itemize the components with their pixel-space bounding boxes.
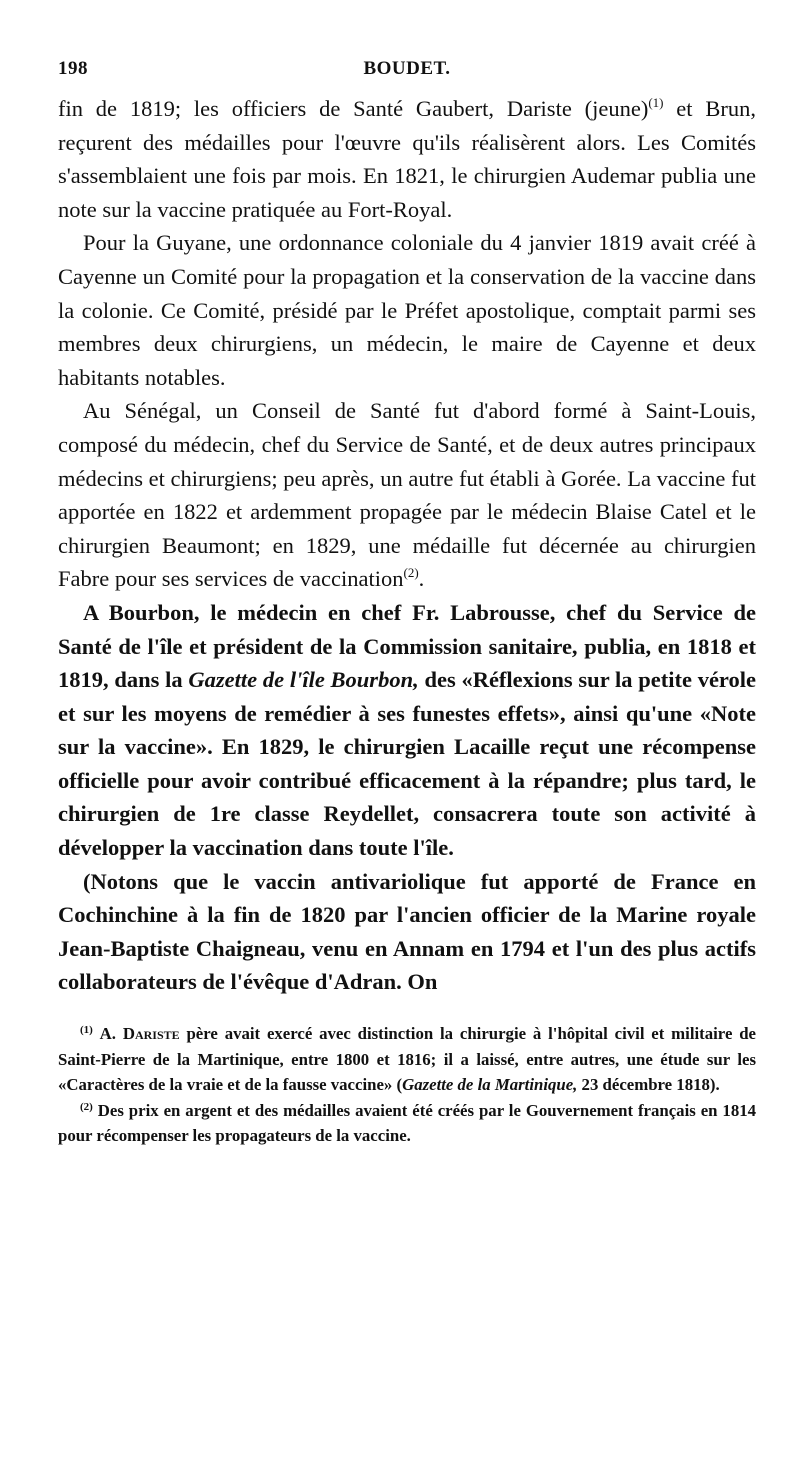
footnote-text: 23 décembre 1818). [577, 1075, 720, 1095]
footnote-text: père avait exercé avec distinction la chirurgie à l'hôpital civil et militaire de Saint-Pierre de la Martinique, entre 1800 et 1816; il a laissé, entre autres, une étude sur les «Caractères de la vraie et de la fausse vaccine» ( [58, 1024, 757, 1095]
page-number: 198 [58, 58, 88, 79]
paragraph-text: (Notons que le vaccin antivariolique fut apporté de France en Cochinchine à la fin de 1820 par l'ancien officier de la Marine royale Jean-Baptiste Chaigneau, venu en Annam en 1794 et l'un des plus actifs collaborateurs de l'évêque d'Adran. On [58, 868, 756, 995]
paragraph-bourbon [58, 596, 756, 865]
footnote-mark-1: (1) [80, 1024, 93, 1037]
footnote-mark-2: (2) [80, 1100, 93, 1113]
paragraph-cochinchine [58, 865, 756, 999]
paragraph-text: des «Réflexions sur la petite vérole et sur les moyens de remédier à ses funestes effets», ainsi qu'une «Note sur la vaccine». En 1829, le chirurgien Lacaille reçut une récompense officielle pour avoir contribué efficacement à la répandre; plus tard, le chirurgien de 1re classe Reydellet, consacrera toute son activité à développer la vaccination dans toute l'île. [58, 667, 757, 861]
periodical-title: Gazette de l'île Bourbon, [188, 667, 419, 693]
paragraph-text: A Bourbon, le médecin en chef Fr. Labrousse, chef du Service de Santé de l'île et président de la Commission sanitaire, publia, en 1818 et 1819, dans la [58, 599, 756, 693]
running-title: BOUDET. [363, 58, 451, 79]
paragraph-text: . [418, 566, 425, 592]
footnote-2 [58, 1098, 756, 1149]
body-text [58, 92, 756, 999]
footnote-reference-1: (1) [648, 95, 664, 110]
paragraph-text: et Brun, reçurent des médailles pour l'œuvre qu'ils réalisèrent alors. Les Comités s'assemblaient une fois par mois. En 1821, le chirurgien Audemar publia une note sur la vaccine pratiquée au Fort-Royal. [58, 96, 756, 222]
book-page [58, 52, 756, 1149]
paragraph-senegal [58, 394, 756, 596]
footnote-author: A. Dariste [99, 1024, 180, 1044]
paragraph-text: Pour la Guyane, une ordonnance coloniale du 4 janvier 1819 avait créé à Cayenne un Comité pour la propagation et la conservation de la vaccine dans la colonie. Ce Comité, présidé par le Préfet apostolique, comptait parmi ses membres deux chirurgiens, un médecin, le maire de Cayenne et deux habitants notables. [58, 230, 756, 390]
paragraph-guyane [58, 226, 756, 394]
footnote-periodical: Gazette de la Martinique, [402, 1075, 578, 1095]
running-head [58, 52, 756, 92]
paragraph-martinique [58, 92, 756, 226]
paragraph-text: Au Sénégal, un Conseil de Santé fut d'abord formé à Saint-Louis, composé du médecin, chef du Service de Santé, et de deux autres principaux médecins et chirurgiens; peu après, un autre fut établi à Gorée. La vaccine fut apportée en 1822 et ardemment propagée par le médecin Blaise Catel et le chirurgien Beaumont; en 1829, une médaille fut décernée au chirurgien Fabre pour ses services de vaccination [58, 398, 756, 592]
footnotes [58, 1021, 756, 1149]
footnote-1 [58, 1021, 756, 1098]
paragraph-text: fin de 1819; les officiers de Santé Gaubert, Dariste (jeune) [58, 96, 649, 121]
footnote-text: Des prix en argent et des médailles avaient été créés par le Gouvernement français en 1814 pour récompenser les propagateurs de la vaccine. [58, 1100, 756, 1146]
footnote-reference-2: (2) [403, 565, 419, 581]
